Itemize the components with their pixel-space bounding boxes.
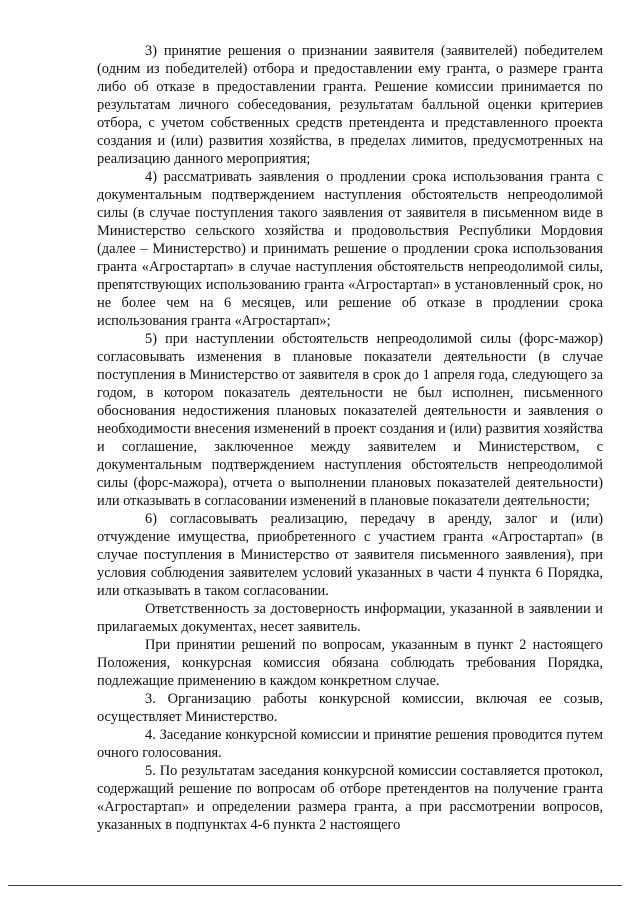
paragraph-item-5: 5) при наступлении обстоятельств непреодолимой силы (форс-мажор) согласовывать изменения в плановые показатели деятельности (в случае поступления в Министерство от заявителя в срок до 1 апреля года, следующего за годом, в котором показатель деятельности не был исполнен, письменного обоснования недостижения плановых показателей деятельности и заявления о необходимости внесения изменений в проект создания и (или) развития хозяйства и соглашение, заключенное между заявителем и Министерством, с документальным подтверждением наступления обстоятельств непреодолимой силы (форс-мажора), отчета о выполнении плановых показателей деятельности) или отказывать в согласовании изменений в плановые показатели деятельности; bbox=[97, 331, 603, 509]
paragraph-responsibility: Ответственность за достоверность информации, указанной в заявлении и прилагаемых документах, несет заявитель. bbox=[97, 601, 603, 635]
paragraph-section-5: 5. По результатам заседания конкурсной комиссии составляется протокол, содержащий решение по вопросам об отборе претендентов на получение гранта «Агростартап» и определении размера гранта, а при рассмотрении вопросов, указанных в подпунктах 4-6 пункта 2 настоящего bbox=[97, 763, 603, 833]
paragraph-item-3: 3) принятие решения о признании заявителя (заявителей) победителем (одним из победителей) отбора и предоставлении ему гранта, о размере гранта либо об отказе в предоставлении гранта. Решение комиссии принимается по результатам личного собеседования, результатам балльной оценки критериев отбора, с учетом собственных средств претендента и представленного проекта создания и (или) развития хозяйства, в пределах лимитов, предусмотренных на реализацию данного мероприятия; bbox=[97, 43, 603, 167]
page-bottom-divider bbox=[8, 885, 622, 886]
paragraph-item-4: 4) рассматривать заявления о продлении срока использования гранта с документальным подтверждением наступления обстоятельств непреодолимой силы (в случае поступления такого заявления от заявителя в письменном виде в Министерство сельского хозяйства и продовольствия Республики Мордовия (далее – Министерство) и принимать решение о продлении срока использования гранта «Агростартап» в случае наступления обстоятельств непреодолимой силы, препятствующих использованию гранта «Агростартап» в установленный срок, но не более чем на 6 месяцев, или решение об отказе в продлении срока использования гранта «Агростартап»; bbox=[97, 169, 603, 329]
paragraph-item-6: 6) согласовывать реализацию, передачу в аренду, залог и (или) отчуждение имущества, приобретенного с участием гранта «Агростартап» (в случае поступления в Министерство от заявителя письменного заявления), при условия соблюдения заявителем условий указанных в части 4 пункта 6 Порядка, или отказывать в таком согласовании. bbox=[97, 511, 603, 599]
paragraph-decisions: При принятии решений по вопросам, указанным в пункт 2 настоящего Положения, конкурсная комиссия обязана соблюдать требования Порядка, подлежащие применению в каждом конкретном случае. bbox=[97, 637, 603, 689]
document-page bbox=[97, 42, 603, 834]
paragraph-section-4: 4. Заседание конкурсной комиссии и принятие решения проводится путем очного голосования. bbox=[97, 727, 603, 761]
paragraph-section-3: 3. Организацию работы конкурсной комиссии, включая ее созыв, осуществляет Министерство. bbox=[97, 691, 603, 725]
